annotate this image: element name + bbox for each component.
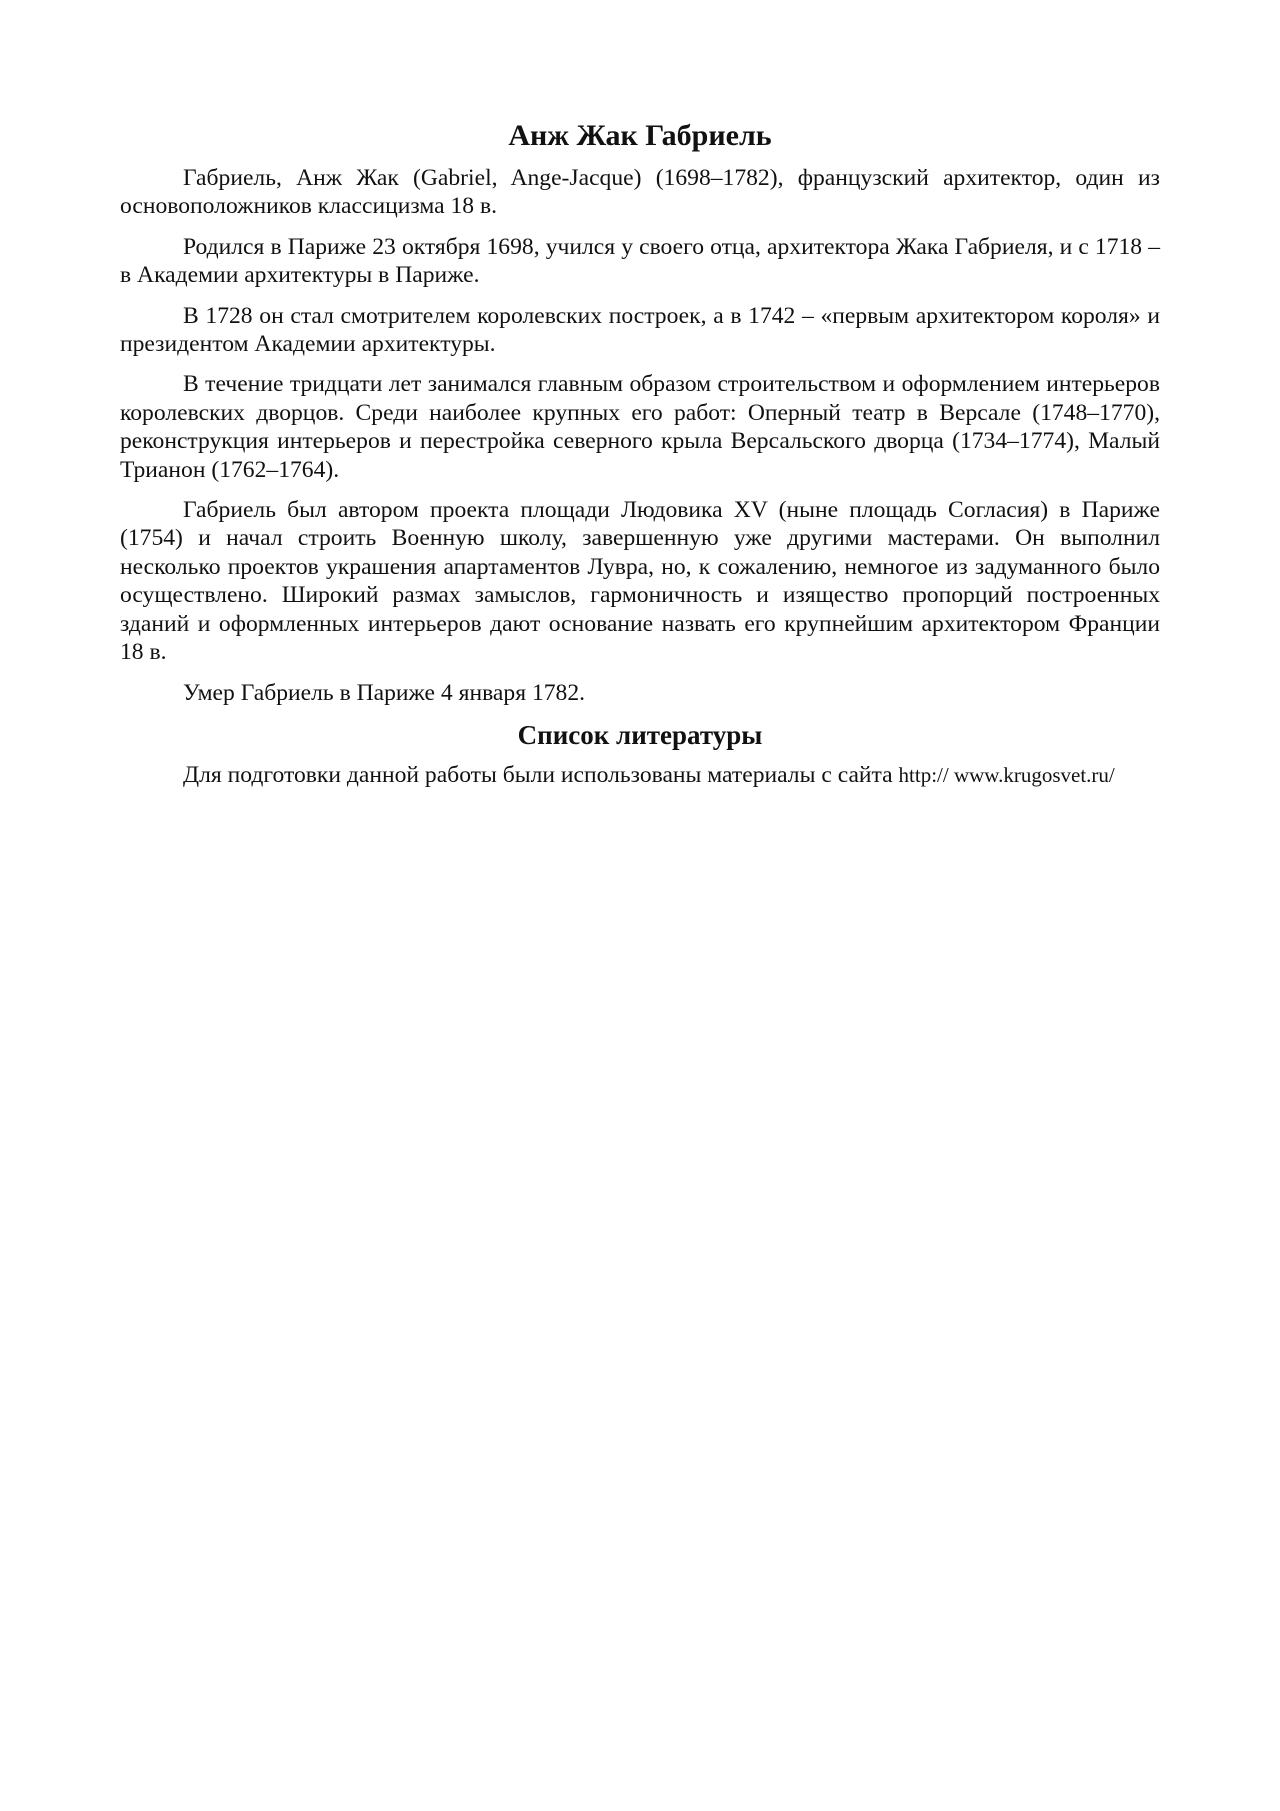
document-page [120,118,1160,801]
references-paragraph [120,761,1160,789]
paragraph-birth: Родился в Париже 23 октября 1698, учился у своего отца, архитектора Жака Габриеля, и с 1718 – в Академии архитектуры в Париже. [120,233,1160,289]
paragraph-career: В 1728 он стал смотрителем королевских построек, а в 1742 – «первым архитектором короля» и президентом Академии архитектуры. [120,302,1160,358]
page-title: Анж Жак Габриель [508,119,772,152]
references-link[interactable]: http:// www.krugosvet.ru/ [898,762,1115,787]
references-text: Для подготовки данной работы были использованы материалы с сайта [183,761,893,788]
references-heading: Список литературы [517,719,763,750]
paragraph-intro: Габриель, Анж Жак (Gabriel, Ange-Jacque) (1698–1782), французский архитектор, один из основоположников классицизма 18 в. [120,165,1160,220]
paragraph-death: Умер Габриель в Париже 4 января 1782. [183,679,586,706]
paragraph-legacy: Габриель был автором проекта площади Людовика XV (ныне площадь Согласия) в Париже (1754) и начал строить Военную школу, завершенную уже другими мастерами. Он выполнил несколько проектов украшения апартаментов Лувра, но, к сожалению, немногое из задуманного было осуществлено. Широкий размах замыслов, гармоничность и изящество пропорций построенных зданий и оформленных интерьеров дают основание назвать его крупнейшим архитектором Франции 18 в. [120,497,1160,666]
paragraph-works: В течение тридцати лет занимался главным образом строительством и оформлением интерьеров королевских дворцов. Среди наиболее крупных его работ: Оперный театр в Версале (1748–1770), реконструкция интерьеров и перестройка северного крыла Версальского дворца (1734–1774), Малый Трианон (1762–1764). [120,371,1160,483]
